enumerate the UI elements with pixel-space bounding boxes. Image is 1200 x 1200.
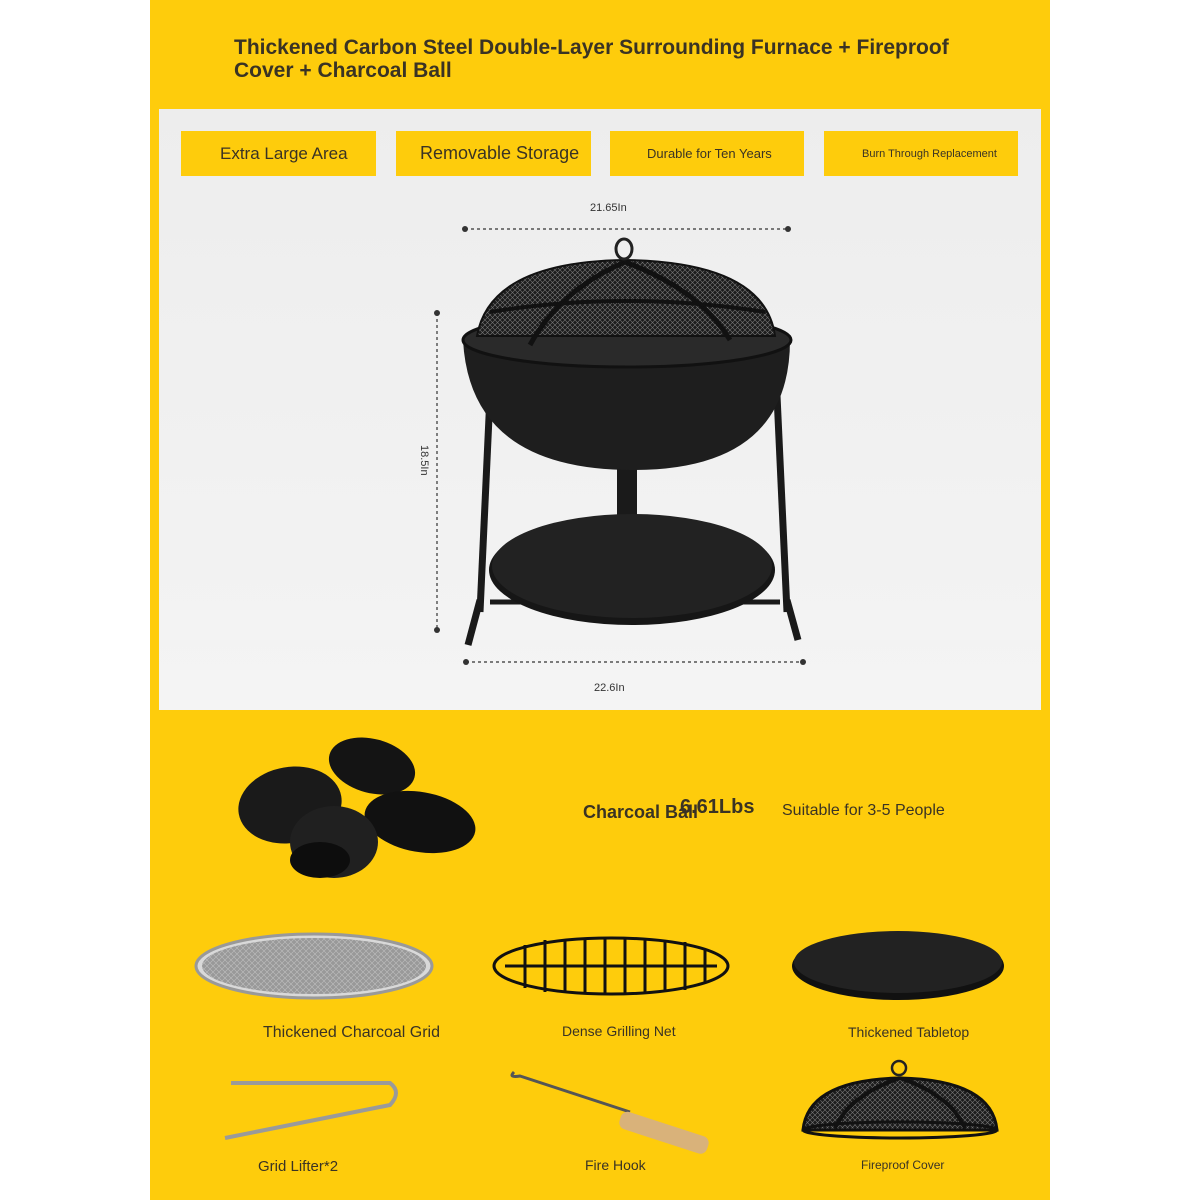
accessory-label: Thickened Tabletop: [848, 1024, 970, 1040]
feature-label: Durable for Ten Years: [647, 146, 772, 161]
feature-label: Extra Large Area: [220, 143, 348, 163]
charcoal-weight: 6.61Lbs: [680, 796, 755, 818]
charcoal-name: Charcoal Ball: [583, 802, 699, 822]
dimension-height: 18.5In: [418, 445, 430, 476]
accessory-label: Dense Grilling Net: [562, 1023, 676, 1039]
dimension-width-top: 21.65In: [590, 202, 627, 214]
fire-hook-image: [512, 1072, 710, 1156]
accessory-label: Grid Lifter*2: [258, 1158, 339, 1175]
feature-label: Removable Storage: [420, 143, 580, 163]
dimension-width-bottom: 22.6In: [594, 682, 625, 694]
accessory-label: Fire Hook: [585, 1157, 646, 1173]
grilling-net-image: [494, 938, 728, 994]
accessory-label: Thickened Charcoal Grid: [263, 1024, 440, 1041]
fire-pit: [463, 239, 798, 645]
charcoal-balls-image: [232, 729, 480, 878]
feature-label: Burn Through Replacement: [862, 147, 997, 160]
charcoal-grid-image: [196, 934, 432, 998]
grid-lifter-image: [225, 1083, 396, 1138]
charcoal-note: Suitable for 3-5 People: [782, 802, 945, 819]
tabletop-image: [792, 931, 1004, 1000]
product-title: Thickened Carbon Steel Double-Layer Surrounding Furnace + Fireproof Cover + Charcoal Ball: [234, 36, 949, 82]
accessory-label: Fireproof Cover: [861, 1158, 945, 1172]
fireproof-cover-image: [803, 1061, 997, 1138]
